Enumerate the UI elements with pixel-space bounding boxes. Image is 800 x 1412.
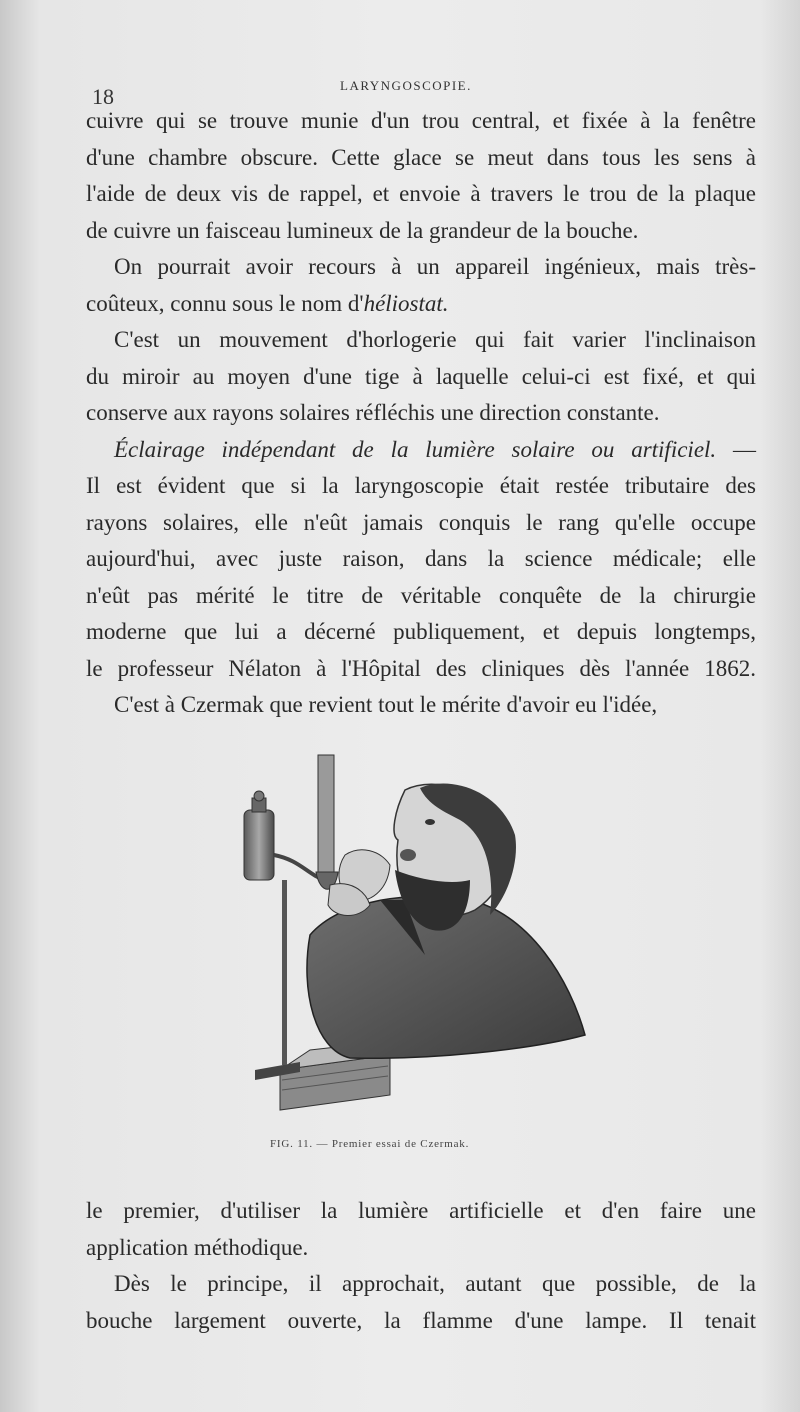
body-text-bottom xyxy=(86,1193,756,1339)
body-text-top xyxy=(86,103,756,724)
text-line: C'est un mouvement d'horlogerie qui fait varier l'inclinaison xyxy=(114,327,756,352)
text-line: n'eût pas mérité le titre de véritable conquête de la chirurgie xyxy=(86,582,756,608)
running-title: LARYNGOSCOPIE. xyxy=(340,78,472,93)
text-line: moderne que lui a décerné publiquement, et depuis longtemps, xyxy=(86,619,756,644)
figure-caption: FIG. 11. — Premier essai de Czermak. xyxy=(270,1138,470,1150)
text-line: le professeur Nélaton à l'Hôpital des cliniques dès l'année 1862. xyxy=(86,655,756,681)
text-line: cuivre qui se trouve munie d'un trou central, et fixée à la fenêtre xyxy=(86,108,756,133)
man-figure xyxy=(307,783,585,1058)
section-heading: Éclairage indépendant de la lumière solaire ou artificiel. xyxy=(114,436,717,462)
text-span: — xyxy=(716,436,756,462)
text-line: conserve aux rayons solaires réfléchis une direction constante. xyxy=(86,400,660,425)
page-number: 18 xyxy=(92,84,114,109)
text-line: d'une chambre obscure. Cette glace se meut dans tous les sens à xyxy=(86,144,756,170)
text-line: le premier, d'utiliser la lumière artificielle et d'en faire une xyxy=(86,1198,756,1223)
text-line: de cuivre un faisceau lumineux de la grandeur de la bouche. xyxy=(86,217,639,243)
text-line: Dès le principe, il approchait, autant que possible, de la xyxy=(114,1271,756,1296)
text-line: aujourd'hui, avec juste raison, dans la science médicale; elle xyxy=(86,546,756,571)
engraving-illustration xyxy=(230,750,600,1120)
figure-illustration xyxy=(230,750,600,1120)
text-line xyxy=(86,286,756,323)
text-line: l'aide de deux vis de rappel, et envoie à travers le trou de la plaque xyxy=(86,181,756,206)
text-line: du miroir au moyen d'une tige à laquelle celui-ci est fixé, et qui xyxy=(86,363,756,389)
text-line: rayons solaires, elle n'eût jamais conquis le rang qu'elle occupe xyxy=(86,509,756,535)
text-line: On pourrait avoir recours à un appareil ingénieux, mais très- xyxy=(114,254,756,279)
text-line: bouche largement ouverte, la flamme d'une lampe. Il tenait xyxy=(86,1307,756,1333)
text-span: coûteux, connu sous le nom d' xyxy=(86,290,364,316)
italic-term: héliostat. xyxy=(363,290,449,316)
text-line: C'est à Czermak que revient tout le mérite d'avoir eu l'idée, xyxy=(114,692,658,717)
text-line: Il est évident que si la laryngoscopie était restée tributaire des xyxy=(86,473,756,498)
text-line: application méthodique. xyxy=(86,1234,309,1260)
section-heading-line xyxy=(86,432,756,469)
